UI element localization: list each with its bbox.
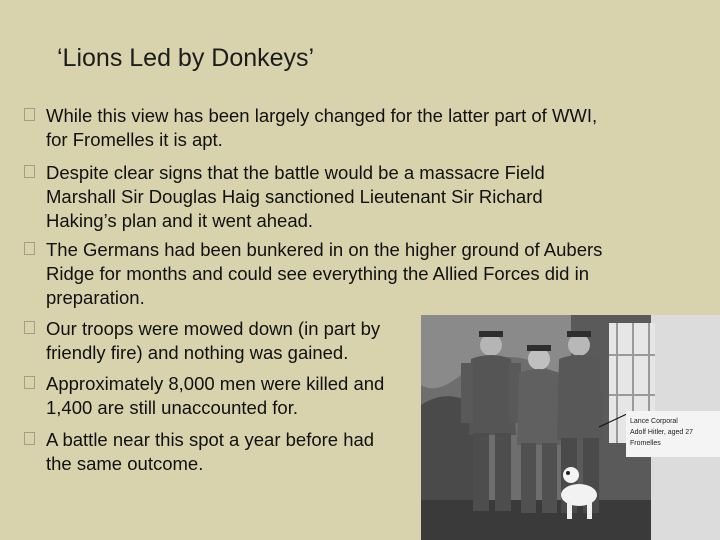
bullet-text — [46, 372, 384, 420]
slide-title: ‘Lions Led by Donkeys’ — [57, 44, 315, 72]
bullet-marker-icon — [24, 321, 35, 334]
bullet-line: 1,400 are still unaccounted for. — [46, 397, 298, 418]
bullet-marker-icon — [24, 242, 35, 255]
photo-caption — [630, 416, 718, 449]
caption-line: Fromelles — [630, 440, 661, 447]
bullet-line: friendly fire) and nothing was gained. — [46, 342, 349, 363]
bullet-text — [46, 428, 374, 476]
bullet-marker-icon — [24, 432, 35, 445]
bullet-line: Haking’s plan and it went ahead. — [46, 210, 314, 231]
bullet-line: Approximately 8,000 men were killed and — [46, 373, 385, 394]
bullet-line: preparation. — [46, 287, 145, 308]
bullet-line: Ridge for months and could see everything the Allied Forces did in — [46, 263, 589, 284]
bullet-line: Marshall Sir Douglas Haig sanctioned Lieutenant Sir Richard — [46, 186, 543, 207]
caption-line: Lance Corporal — [630, 418, 678, 425]
bullet-text — [46, 238, 602, 310]
bullet-line: Our troops were mowed down (in part by — [46, 318, 381, 339]
bullet-line: for Fromelles it is apt. — [46, 129, 223, 150]
bullet-text — [46, 161, 545, 233]
bullet-marker-icon — [24, 108, 35, 121]
caption-line: Adolf Hitler, aged 27 — [630, 429, 694, 436]
bullet-text — [46, 317, 380, 365]
bullet-line: While this view has been largely changed for the latter part of WWI, — [46, 105, 598, 126]
bullet-line: the same outcome. — [46, 453, 204, 474]
bullet-line: The Germans had been bunkered in on the higher ground of Aubers — [46, 239, 603, 260]
bullet-line: Despite clear signs that the battle would be a massacre Field — [46, 162, 545, 183]
bullet-marker-icon — [24, 376, 35, 389]
bullet-marker-icon — [24, 165, 35, 178]
bullet-text — [46, 104, 597, 152]
bullet-line: A battle near this spot a year before had — [46, 429, 375, 450]
